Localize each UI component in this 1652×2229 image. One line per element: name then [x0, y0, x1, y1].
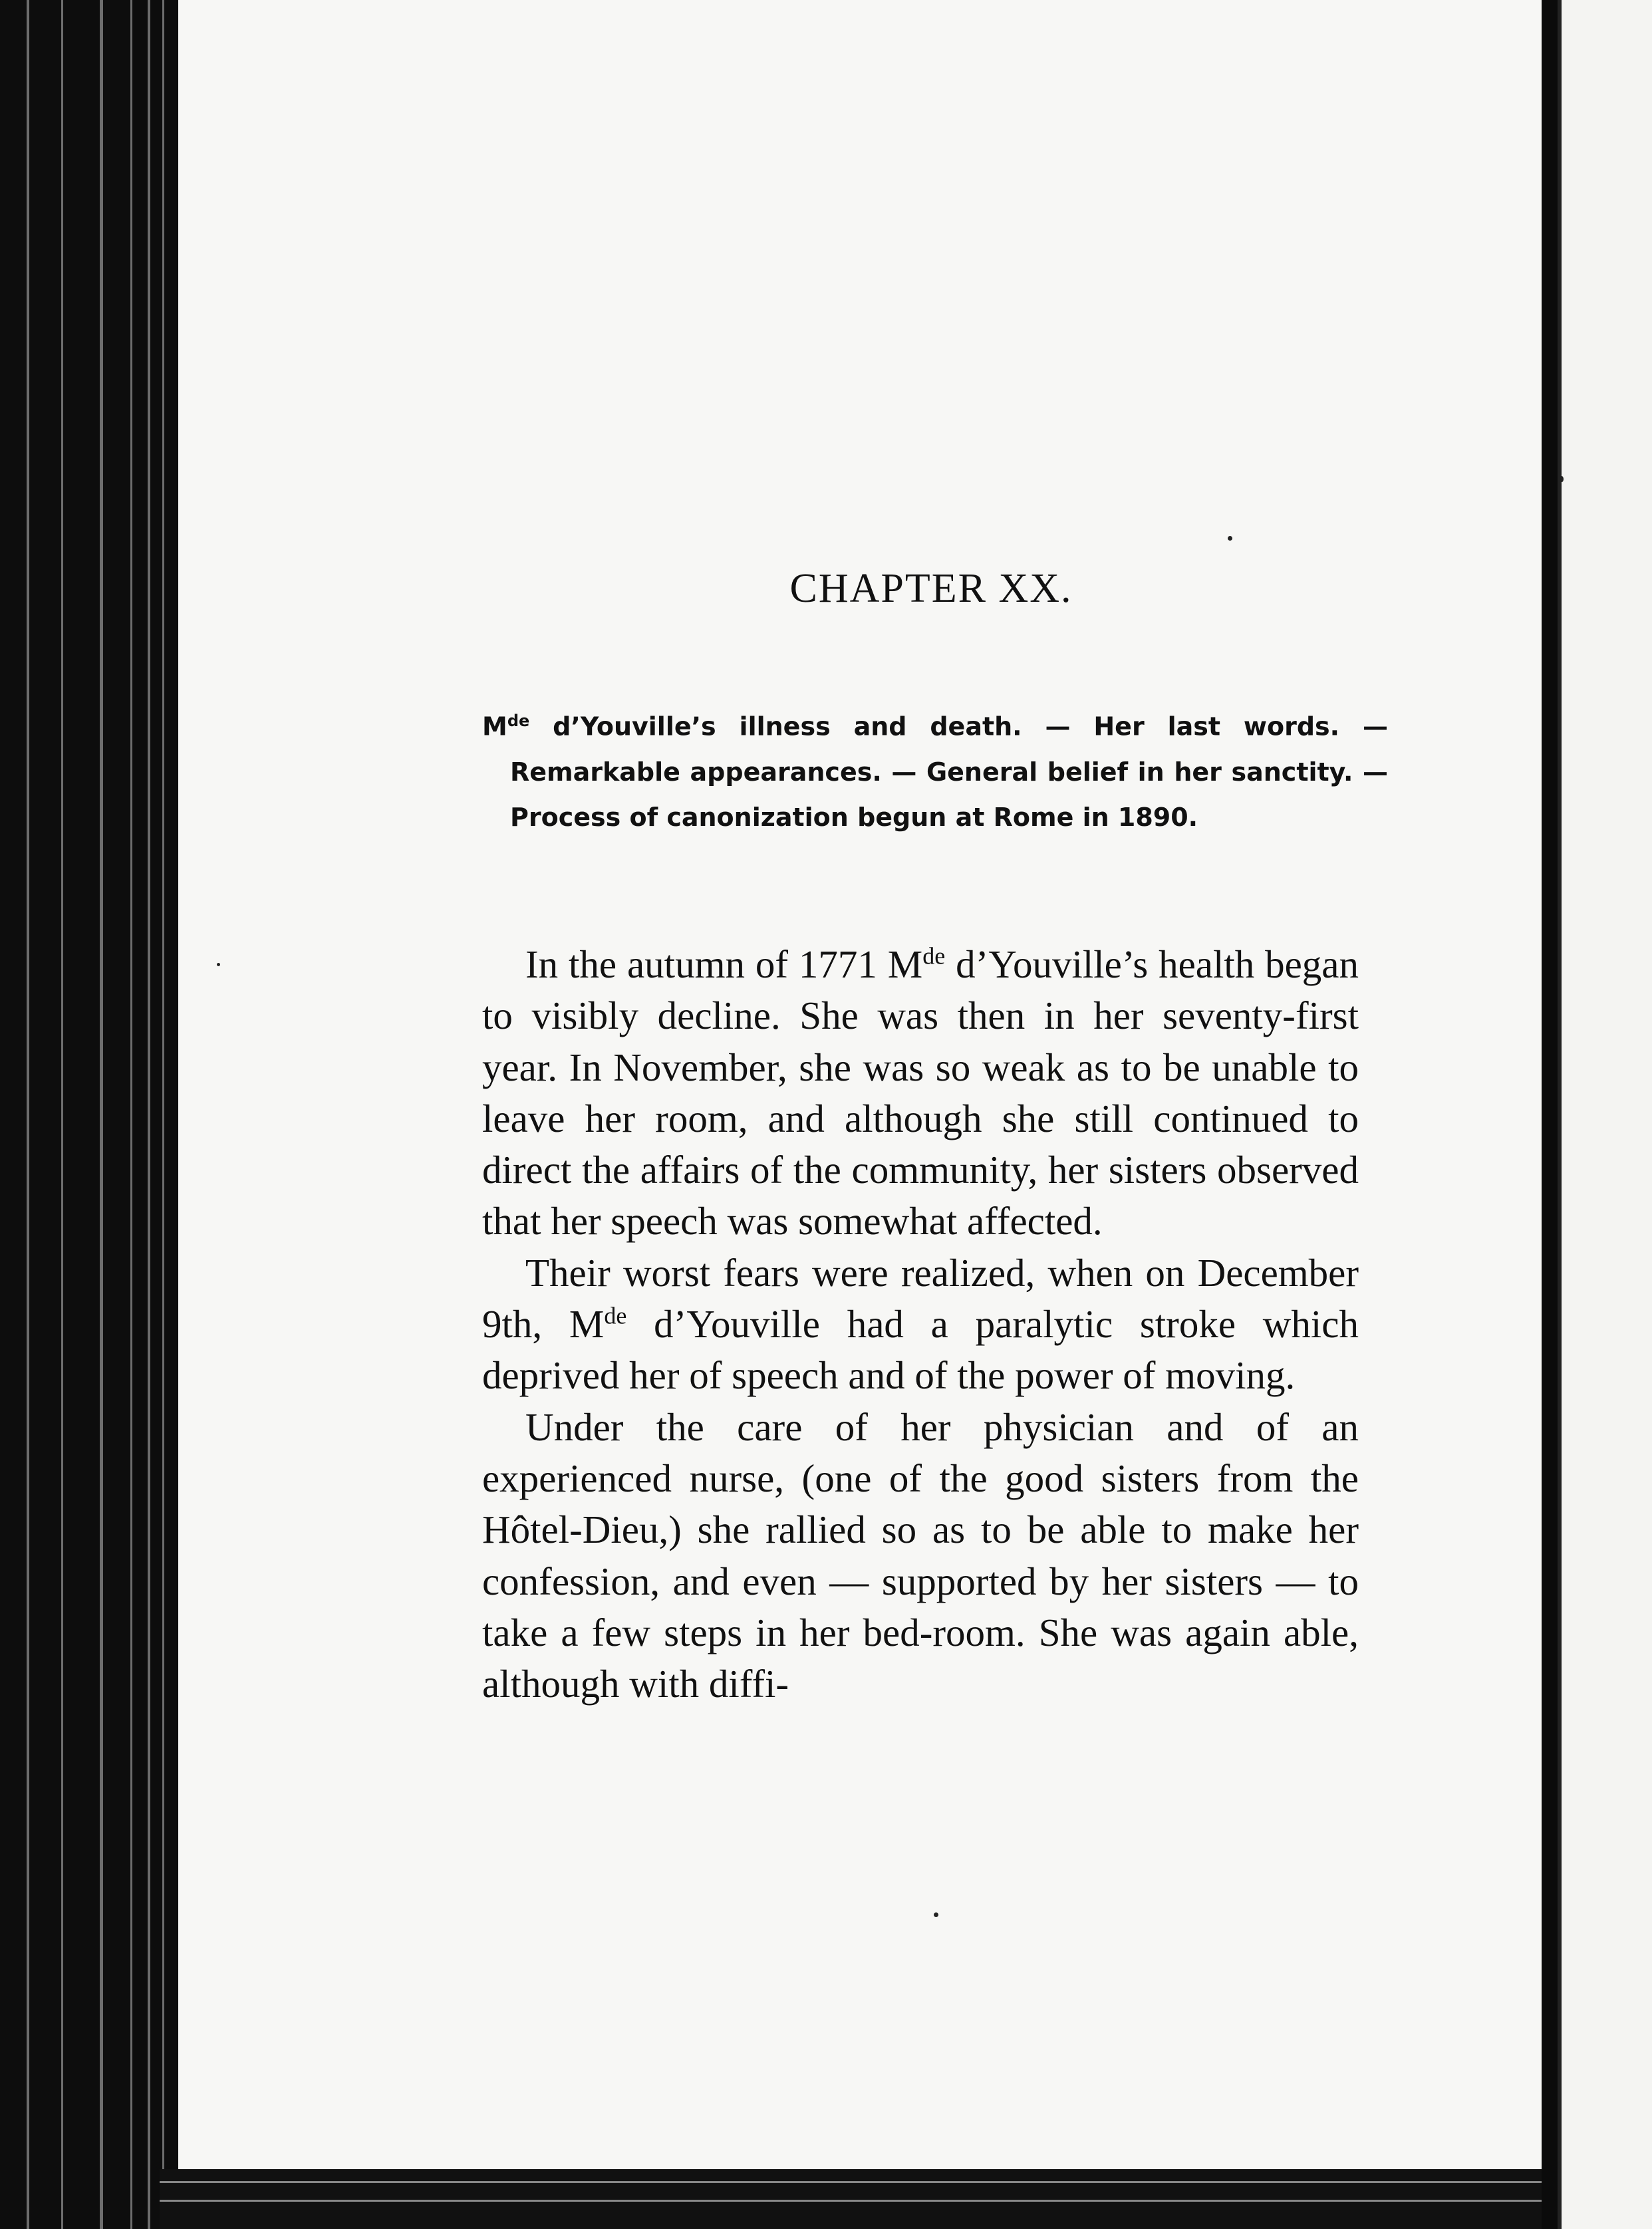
paragraph-text: d’Youville’s health began to visibly decline. She was then in her seventy-first year. In November, she was so weak as to be unable to leave her room, and although she still continued to direct the affairs of the community, her sisters observed that her speech was somewhat affected.: [482, 942, 1359, 1244]
chapter-summary: [482, 698, 1388, 840]
summary-abbrev-superscript: de: [507, 712, 530, 730]
superscript: de: [604, 1302, 627, 1329]
paragraph: [482, 939, 1359, 1247]
body-text: [482, 939, 1359, 1710]
dust-speck: [217, 963, 220, 966]
paragraph-text: In the autumn of 1771 M: [525, 942, 923, 986]
paragraph-text: Their worst fears were realized, when on December 9th, M: [482, 1250, 1359, 1347]
dust-speck: [1228, 536, 1232, 541]
right-gutter: [1542, 0, 1558, 2229]
facing-page-sliver: [1558, 0, 1652, 2229]
dust-speck: [1560, 476, 1564, 482]
paragraph: [482, 1247, 1359, 1402]
paragraph: Under the care of her physician and of an experienced nurse, (one of the good sisters from the Hôtel-Dieu,) she rallied so as to be able to make her confession, and even — supported by her sisters — to take a few steps in her bed-room. She was again able, although with diffi-: [482, 1404, 1359, 1706]
bottom-page-edge: [160, 2169, 1652, 2229]
summary-abbrev: M: [482, 712, 507, 741]
paragraph-text: d’Youville had a paralytic stroke which deprived her of speech and of the power of moving.: [482, 1302, 1359, 1398]
superscript: de: [922, 942, 946, 970]
summary-text: d’Youville’s illness and death. — Her last words. — Remarkable appearances. — General belief in her sanctity. — Process of canonization begun at Rome in 1890.: [510, 712, 1388, 832]
dust-speck: [934, 1912, 938, 1917]
chapter-heading: CHAPTER XX.: [789, 566, 1073, 611]
book-binding-edge: [0, 0, 178, 2229]
